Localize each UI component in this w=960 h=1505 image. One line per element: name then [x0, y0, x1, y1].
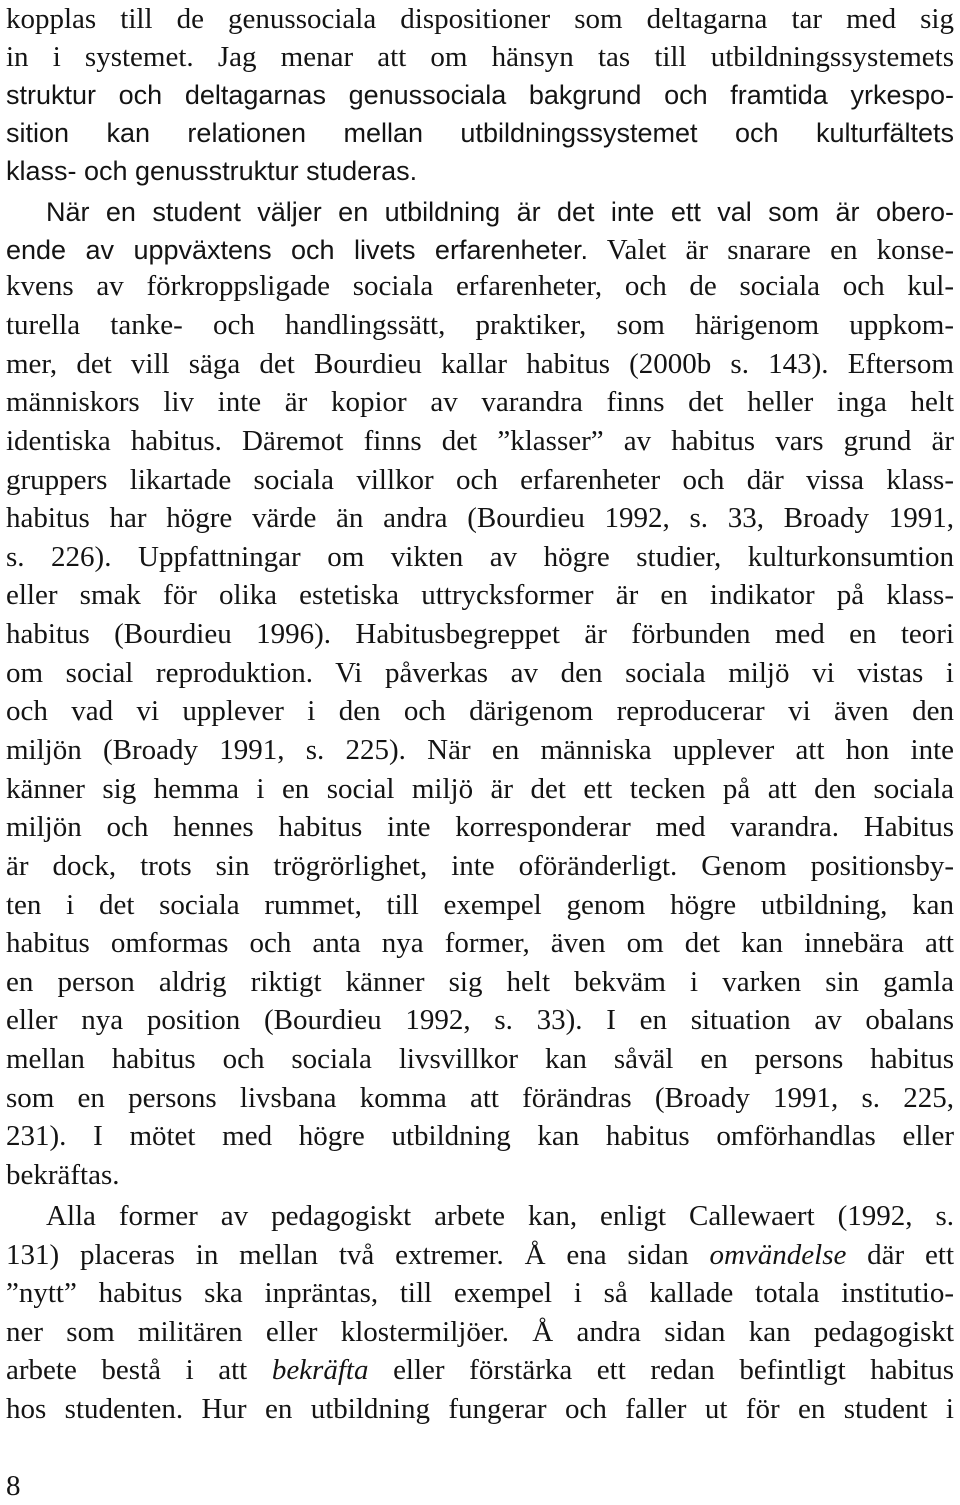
- text-line: som en persons livsbana komma att förändras (Broady 1991, s. 225,: [6, 1082, 954, 1114]
- text-line: 231). I mötet med högre utbildning kan habitus omförhandlas eller: [6, 1120, 954, 1152]
- text-line: känner sig hemma i en social miljö är det ett tecken på att den sociala: [6, 773, 954, 805]
- text-line: habitus omformas och anta nya former, även om det kan innebära att: [6, 927, 954, 959]
- text-line: klass- och genusstruktur studeras.: [6, 156, 418, 186]
- text-line: habitus (Bourdieu 1996). Habitusbegreppet är förbunden med en teori: [6, 618, 955, 650]
- text-line: kvens av förkroppsligade sociala erfarenheter, och de sociala och kul-: [6, 270, 954, 302]
- text-line: sition kan relationen mellan utbildningssystemet och kulturfältets: [6, 118, 954, 148]
- text-line: in i systemet. Jag menar att om hänsyn tas till utbildningssystemets: [6, 41, 954, 73]
- text-line: människors liv inte är kopior av varandra finns det heller inga helt: [6, 386, 954, 418]
- emphasis-text: bekräfta: [271, 1354, 369, 1386]
- text-line: hos studenten. Hur en utbildning fungerar och faller ut för en student i: [6, 1393, 954, 1425]
- text-line: turella tanke- och handlingssätt, praktiker, som härigenom uppkom-: [6, 309, 954, 341]
- text-line: arbete bestå i att bekräfta eller förstärka ett redan befintligt habitus: [6, 1354, 955, 1386]
- text-line: identiska habitus. Däremot finns det ”klasser” av habitus vars grund är: [6, 425, 954, 457]
- text-line: ende av uppväxtens och livets erfarenheter. Valet är snarare en konse-: [6, 234, 954, 266]
- text-line: mer, det vill säga det Bourdieu kallar habitus (2000b s. 143). Eftersom: [6, 348, 954, 380]
- text-line: bekräftas.: [6, 1159, 120, 1191]
- text-line: s. 226). Uppfattningar om vikten av högre studier, kulturkonsumtion: [6, 541, 954, 573]
- text-line: habitus har högre värde än andra (Bourdieu 1992, s. 33, Broady 1991,: [6, 502, 954, 534]
- text-line: ”nytt” habitus ska inpräntas, till exempel i så kallade totala institutio-: [6, 1277, 954, 1309]
- text-line: ner som militären eller klostermiljöer. Å andra sidan kan pedagogiskt: [6, 1316, 954, 1348]
- text-line: mellan habitus och sociala livsvillkor kan såväl en persons habitus: [6, 1043, 954, 1075]
- text-line: miljön och hennes habitus inte korresponderar med varandra. Habitus: [6, 811, 954, 843]
- text-line: När en student väljer en utbildning är det inte ett val som är obero-: [46, 197, 954, 227]
- text-line: ten i det sociala rummet, till exempel genom högre utbildning, kan: [6, 889, 954, 921]
- text-line: 131) placeras in mellan två extremer. Å ena sidan omvändelse där ett: [6, 1239, 954, 1271]
- text-line: och vad vi upplever i den och därigenom reproducerar vi även den: [6, 695, 954, 727]
- page-number: 8: [6, 1470, 21, 1502]
- text-line: eller smak för olika estetiska uttrycksformer är en indikator på klass-: [6, 579, 954, 611]
- text-line: kopplas till de genussociala dispositioner som deltagarna tar med sig: [6, 3, 954, 35]
- text-line: om social reproduktion. Vi påverkas av den sociala miljö vi vistas i: [6, 657, 954, 689]
- text-line: Alla former av pedagogiskt arbete kan, enligt Callewaert (1992, s.: [46, 1200, 954, 1232]
- text-line: struktur och deltagarnas genussociala bakgrund och framtida yrkespo-: [6, 80, 954, 110]
- text-line: en person aldrig riktigt känner sig helt bekväm i varken sin gamla: [6, 966, 954, 998]
- text-line: miljön (Broady 1991, s. 225). När en människa upplever att hon inte: [6, 734, 955, 766]
- text-line: eller nya position (Bourdieu 1992, s. 33). I en situation av obalans: [6, 1004, 955, 1036]
- text-line: gruppers likartade sociala villkor och erfarenheter och där vissa klass-: [6, 464, 954, 496]
- text-line: är dock, trots sin trögrörlighet, inte oföränderligt. Genom positionsby-: [6, 850, 955, 882]
- emphasis-text: omvändelse: [709, 1239, 847, 1271]
